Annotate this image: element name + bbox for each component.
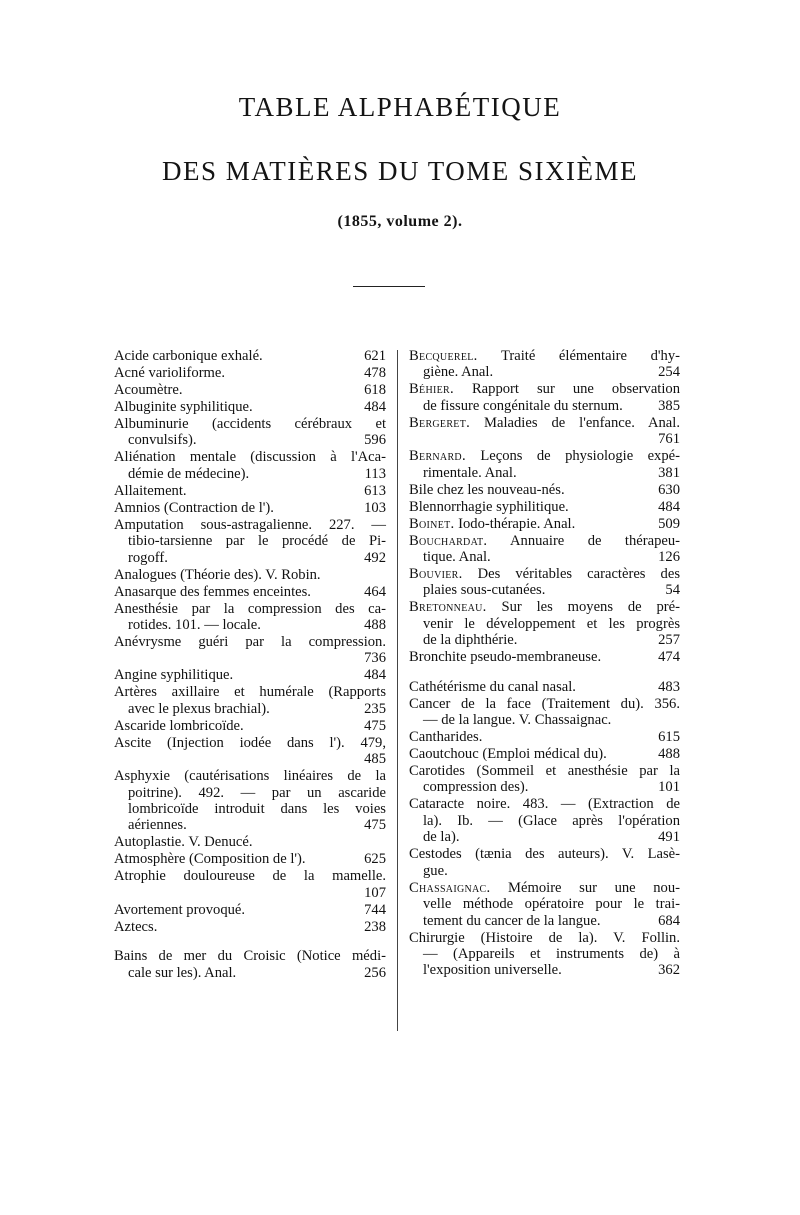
entry-line	[114, 735, 386, 751]
entry-line	[409, 813, 680, 829]
entry-line-last	[114, 919, 386, 935]
entry-line-last	[409, 712, 680, 728]
entry-text	[114, 851, 306, 867]
entry-text: Anesthésie par la compression des ca-	[114, 600, 386, 617]
entry-line	[114, 801, 386, 817]
entry-text	[114, 399, 253, 415]
entry-text-last: Aztecs.	[114, 918, 158, 935]
page-number: 509	[658, 515, 680, 532]
entry-line-last	[409, 746, 680, 762]
page-number: 761	[658, 431, 680, 448]
entry-text: Anévrysme guéri par la compression.	[114, 634, 386, 651]
entry-text-last: convulsifs).	[128, 432, 197, 449]
entry-text-last: Acide carbonique exhalé.	[114, 348, 263, 364]
entry-line-last	[114, 399, 386, 415]
entry-text	[423, 549, 491, 565]
index-entry	[114, 483, 386, 499]
index-entry	[409, 679, 680, 695]
entry-line-last	[114, 584, 386, 600]
page-number: 54	[665, 582, 680, 599]
entry-text: — (Appareils et instruments de) à	[423, 945, 680, 962]
entry-line	[409, 880, 680, 896]
index-entry	[114, 567, 386, 583]
index-entry	[114, 500, 386, 516]
entry-text-last: Albuginite syphilitique.	[114, 399, 253, 415]
page-number: 488	[364, 617, 386, 634]
entry-text-last: Acoumètre.	[114, 382, 183, 398]
page-number: 101	[658, 779, 680, 796]
page-number: 478	[364, 365, 386, 381]
page-number: 684	[658, 912, 680, 929]
entry-line-last	[409, 779, 680, 795]
index-entry	[409, 796, 680, 845]
entry-text	[114, 667, 233, 683]
entry-text	[409, 649, 601, 665]
page-number: 630	[658, 481, 680, 498]
column-divider	[397, 350, 398, 1031]
entry-line-last	[114, 667, 386, 683]
index-entry	[409, 930, 680, 979]
entry-text	[114, 584, 311, 600]
entry-text	[128, 466, 249, 482]
entry-text: Rapport sur une observation	[453, 381, 680, 398]
index-entry	[114, 348, 386, 364]
page-number: 385	[658, 397, 680, 414]
entry-text	[423, 364, 493, 380]
index-entry	[114, 634, 386, 667]
entry-line	[409, 448, 680, 464]
page-number: 238	[364, 918, 386, 935]
page-number: 736	[364, 650, 386, 667]
entry-text	[423, 913, 600, 929]
entry-line	[409, 348, 680, 364]
entry-line-last	[409, 465, 680, 481]
index-entry	[114, 416, 386, 449]
entry-line	[114, 768, 386, 784]
entry-line	[409, 566, 680, 582]
entry-text	[423, 779, 528, 795]
page-number: 464	[364, 583, 386, 600]
page-number: 488	[658, 746, 680, 763]
entry-line-last	[114, 567, 386, 583]
entry-text	[114, 567, 321, 583]
entry-text-last: Avortement provoqué.	[114, 901, 246, 918]
entry-text: tibio-tarsienne par le procédé de Pi-	[128, 533, 386, 550]
entry-line-last	[114, 550, 386, 566]
right-column	[409, 348, 680, 979]
author-name: Béhier.	[409, 381, 454, 398]
entry-line-last	[409, 729, 680, 745]
entry-text: Annuaire de thérapeu-	[487, 532, 680, 549]
entry-text: Bains de mer du Croisic (Notice médi-	[114, 948, 386, 965]
page-number: 475	[364, 717, 386, 734]
index-entry	[409, 599, 680, 648]
entry-text: Cancer de la face (Traitement du). 356.	[409, 695, 680, 712]
page-number: 257	[658, 632, 680, 649]
page-title-line-2: DES MATIÈRES DU TOME SIXIÈME	[161, 156, 639, 186]
entry-text-last: Atmosphère (Composition de l').	[114, 851, 306, 868]
page-number: 492	[364, 549, 386, 566]
entry-text	[423, 712, 611, 728]
entry-text	[114, 382, 182, 398]
entry-text: Albuminurie (accidents cérébraux et	[114, 416, 386, 432]
entry-line	[114, 449, 386, 465]
entry-text	[114, 483, 187, 499]
index-entry	[409, 746, 680, 762]
entry-text-last: Amnios (Contraction de l').	[114, 499, 274, 516]
entry-text-last: plaies sous-cutanées.	[423, 582, 546, 599]
index-entry	[114, 399, 386, 415]
index-entry	[114, 768, 386, 834]
entry-text-last: Autoplastie. V. Denucé.	[114, 834, 253, 851]
entry-text-last: démie de médecine).	[128, 465, 250, 482]
index-entry	[114, 382, 386, 398]
entry-line-last	[114, 851, 386, 867]
entry-line	[114, 517, 386, 533]
entry-text-last: giène. Anal.	[423, 364, 494, 381]
page-number: 613	[364, 482, 386, 499]
entry-line-last	[114, 701, 386, 717]
entry-text-last: Bronchite pseudo-membraneuse.	[409, 649, 602, 666]
entry-line-last	[114, 348, 386, 364]
entry-text-last: Bile chez les nouveau-nés.	[409, 481, 565, 498]
index-entry	[114, 868, 386, 901]
page-number: 475	[364, 817, 386, 834]
entry-line	[114, 634, 386, 650]
entry-text-last: compression des).	[423, 779, 529, 796]
index-entry	[114, 834, 386, 850]
entry-text-last: Ascaride lombricoïde.	[114, 717, 244, 734]
entry-line-last	[114, 902, 386, 918]
page-number: 491	[658, 829, 680, 846]
entry-text: Atrophie douloureuse de la mamelle.	[114, 868, 386, 885]
entry-line	[409, 796, 680, 812]
entry-line-last	[114, 365, 386, 381]
author-name: Bouchardat.	[409, 532, 488, 549]
entry-line-last	[409, 913, 680, 929]
entry-line-last	[114, 817, 386, 833]
page-number: 107	[364, 884, 386, 901]
page-number: 113	[364, 465, 386, 482]
page-number: 615	[658, 729, 680, 746]
index-entry	[114, 948, 386, 981]
entry-text: Artères axillaire et humérale (Rapports	[114, 684, 386, 701]
entry-line-last	[114, 466, 386, 482]
entry-text: Des véritables caractères des	[462, 566, 680, 583]
entry-line	[114, 868, 386, 884]
index-entry	[114, 919, 386, 935]
entry-text	[114, 348, 263, 364]
entry-line	[409, 533, 680, 549]
entry-text	[114, 718, 244, 734]
entry-text-last: l'exposition universelle.	[423, 962, 562, 979]
entry-text	[409, 499, 569, 515]
entry-text-last: de la).	[423, 829, 460, 846]
entry-line-last	[409, 549, 680, 565]
page-number: 254	[658, 364, 680, 381]
author-name: Bergeret.	[409, 414, 471, 431]
entry-line-last	[114, 965, 386, 981]
author-name: Boinet.	[409, 515, 455, 532]
entry-text	[128, 817, 187, 833]
entry-text: Traité élémentaire d'hy-	[477, 348, 680, 364]
entry-text	[114, 500, 274, 516]
entry-line	[409, 696, 680, 712]
entry-text: Leçons de physiologie expé-	[465, 448, 680, 465]
entry-text	[128, 432, 197, 448]
entry-text: Carotides (Sommeil et anesthésie par la	[409, 763, 680, 780]
entry-text	[114, 902, 245, 918]
entry-text-last: Analogues (Théorie des). V. Robin.	[114, 566, 321, 583]
entry-line-last	[409, 962, 680, 978]
entry-text	[423, 465, 517, 481]
entry-line-last	[409, 679, 680, 695]
entry-line	[114, 948, 386, 964]
index-entry	[114, 365, 386, 381]
index-entry	[409, 448, 680, 481]
entry-line-last	[409, 829, 680, 845]
entry-text: la). Ib. — (Glace après l'opération	[423, 812, 680, 829]
index-entry	[409, 348, 680, 381]
entry-line	[114, 785, 386, 801]
entry-text-last: Anasarque des femmes enceintes.	[114, 583, 311, 600]
page-number: 484	[658, 498, 680, 515]
entry-line-last	[409, 398, 680, 414]
index-entry	[114, 718, 386, 734]
entry-line	[409, 946, 680, 962]
page-number: 744	[364, 901, 386, 918]
entry-text-last: aériennes.	[128, 817, 187, 834]
page-number: 362	[658, 962, 680, 979]
index-entry	[409, 729, 680, 745]
entry-text	[423, 829, 459, 845]
entry-text-last: avec le plexus brachial).	[128, 700, 270, 717]
index-entry	[114, 517, 386, 566]
index-entry	[114, 584, 386, 600]
page-subtitle: (1855, volume 2).	[337, 213, 463, 230]
entry-text-last: rotides. 101. — locale.	[128, 617, 261, 634]
entry-text	[409, 746, 607, 762]
entry-line	[409, 616, 680, 632]
entry-text: Cataracte noire. 483. — (Extraction de	[409, 796, 680, 813]
entry-text	[128, 617, 261, 633]
entry-line-last	[114, 718, 386, 734]
index-entry	[409, 482, 680, 498]
entry-text-last: Angine syphilitique.	[114, 667, 234, 684]
left-column	[114, 348, 386, 982]
page-number: 381	[658, 464, 680, 481]
entry-text	[423, 962, 562, 978]
entry-text	[423, 863, 448, 879]
entry-line-last	[114, 382, 386, 398]
page-number: 625	[364, 851, 386, 868]
entry-line-last	[409, 482, 680, 498]
entry-text	[409, 679, 576, 695]
entry-text: Maladies de l'enfance. Anal.	[470, 414, 680, 431]
index-entry	[114, 902, 386, 918]
entry-text-last: Acné varioliforme.	[114, 365, 226, 381]
entry-text: Amputation sous-astragalienne. 227. —	[114, 516, 386, 533]
title-rule	[353, 286, 425, 287]
entry-line	[114, 416, 386, 432]
entry-text	[423, 632, 517, 648]
index-entry	[409, 846, 680, 879]
entry-line	[409, 599, 680, 615]
entry-text: venir le développement et les progrès	[423, 615, 680, 632]
page-number: 103	[364, 499, 386, 516]
entry-text-last: Cantharides.	[409, 729, 483, 746]
entry-line	[409, 930, 680, 946]
index-entry	[409, 649, 680, 665]
entry-text	[114, 834, 252, 850]
entry-line	[409, 415, 680, 431]
entry-text: Sur les moyens de pré-	[486, 599, 680, 616]
index-entry	[409, 533, 680, 566]
entry-text: velle méthode opératoire pour le trai-	[423, 896, 680, 913]
page-number: 484	[364, 399, 386, 415]
entry-line-last	[114, 834, 386, 850]
page-number: 485	[364, 751, 386, 768]
entry-line	[114, 601, 386, 617]
index-entry	[114, 735, 386, 768]
entry-text-last: cale sur les). Anal.	[128, 964, 237, 981]
index-entry	[114, 601, 386, 634]
author-name: Bouvier.	[409, 566, 463, 583]
entry-text-last: Iodo-thérapie. Anal.	[454, 515, 576, 532]
author-name: Chassaignac.	[409, 879, 491, 896]
entry-text	[114, 365, 225, 381]
entry-text: Aliénation mentale (discussion à l'Aca-	[114, 449, 386, 466]
page-number: 621	[364, 348, 386, 364]
index-entry	[114, 449, 386, 482]
page-number: 126	[658, 549, 680, 566]
entry-line-last	[409, 863, 680, 879]
entry-text-last: rogoff.	[128, 549, 168, 566]
entry-line	[114, 533, 386, 549]
entry-text	[409, 482, 565, 498]
entry-line-last	[114, 500, 386, 516]
author-name: Becquerel.	[409, 348, 478, 364]
author-name: Bernard.	[409, 448, 466, 465]
page-number: 618	[364, 382, 386, 398]
entry-line-last	[409, 516, 680, 532]
entry-text	[409, 729, 482, 745]
entry-text	[128, 965, 236, 981]
page-title-line-1: TABLE ALPHABÉTIQUE	[238, 92, 562, 122]
entry-line-last	[114, 432, 386, 448]
page-number: 596	[364, 432, 386, 449]
entry-line-last	[409, 582, 680, 598]
index-entry	[114, 667, 386, 683]
entry-text-last: Allaitement.	[114, 482, 187, 499]
index-entry	[409, 499, 680, 515]
entry-text	[409, 516, 575, 532]
entry-text-last: de fissure congénitale du sternum.	[423, 397, 623, 414]
entry-text: Chirurgie (Histoire de la). V. Follin.	[409, 929, 680, 946]
entry-text	[423, 398, 623, 414]
entry-line-last	[409, 499, 680, 515]
entry-line-last	[114, 617, 386, 633]
index-entry	[409, 381, 680, 414]
index-entry	[409, 880, 680, 929]
entry-text-last: gue.	[423, 862, 448, 879]
entry-line-last	[409, 364, 680, 380]
author-name: Bretonneau.	[409, 599, 487, 616]
entry-text-last: — de la langue. V. Chassaignac.	[423, 712, 612, 729]
entry-text: Asphyxie (cautérisations linéaires de la	[114, 768, 386, 785]
entry-text-last: de la diphthérie.	[423, 632, 518, 649]
page-number: 256	[364, 964, 386, 981]
entry-line-last	[114, 483, 386, 499]
entry-text: Cestodes (tænia des auteurs). V. Lasè-	[409, 846, 680, 863]
page-number: 484	[364, 667, 386, 684]
entry-line	[409, 896, 680, 912]
entry-text-last: Blennorrhagie syphilitique.	[409, 498, 569, 515]
page-number: 483	[658, 678, 680, 695]
index-entry	[409, 566, 680, 599]
entry-line	[409, 846, 680, 862]
index-entry	[409, 516, 680, 532]
entry-text	[423, 582, 545, 598]
entry-text	[128, 701, 270, 717]
entry-line	[409, 763, 680, 779]
index-entry	[114, 684, 386, 717]
entry-text: poitrine). 492. — par un ascaride	[128, 784, 386, 801]
entry-text	[114, 919, 157, 935]
entry-line	[114, 684, 386, 700]
entry-text-last: tement du cancer de la langue.	[423, 912, 601, 929]
entry-line-last	[409, 632, 680, 648]
index-entry	[409, 415, 680, 448]
entry-text	[128, 550, 168, 566]
entry-text-last: rimentale. Anal.	[423, 464, 517, 481]
page-number: 235	[364, 700, 386, 717]
index-entry	[114, 851, 386, 867]
entry-text: lombricoïde introduit dans les voies	[128, 801, 386, 818]
index-entry	[409, 696, 680, 729]
entry-text-last: tique. Anal.	[423, 549, 491, 566]
entry-text-last: Cathétérisme du canal nasal.	[409, 678, 576, 695]
entry-text-last: Caoutchouc (Emploi médical du).	[409, 746, 607, 763]
page-number: 474	[658, 649, 680, 666]
index-entry	[409, 763, 680, 796]
entry-text: Ascite (Injection iodée dans l'). 479,	[114, 734, 386, 751]
entry-line	[409, 381, 680, 397]
entry-text: Mémoire sur une nou-	[490, 879, 680, 896]
entry-line-last	[409, 649, 680, 665]
